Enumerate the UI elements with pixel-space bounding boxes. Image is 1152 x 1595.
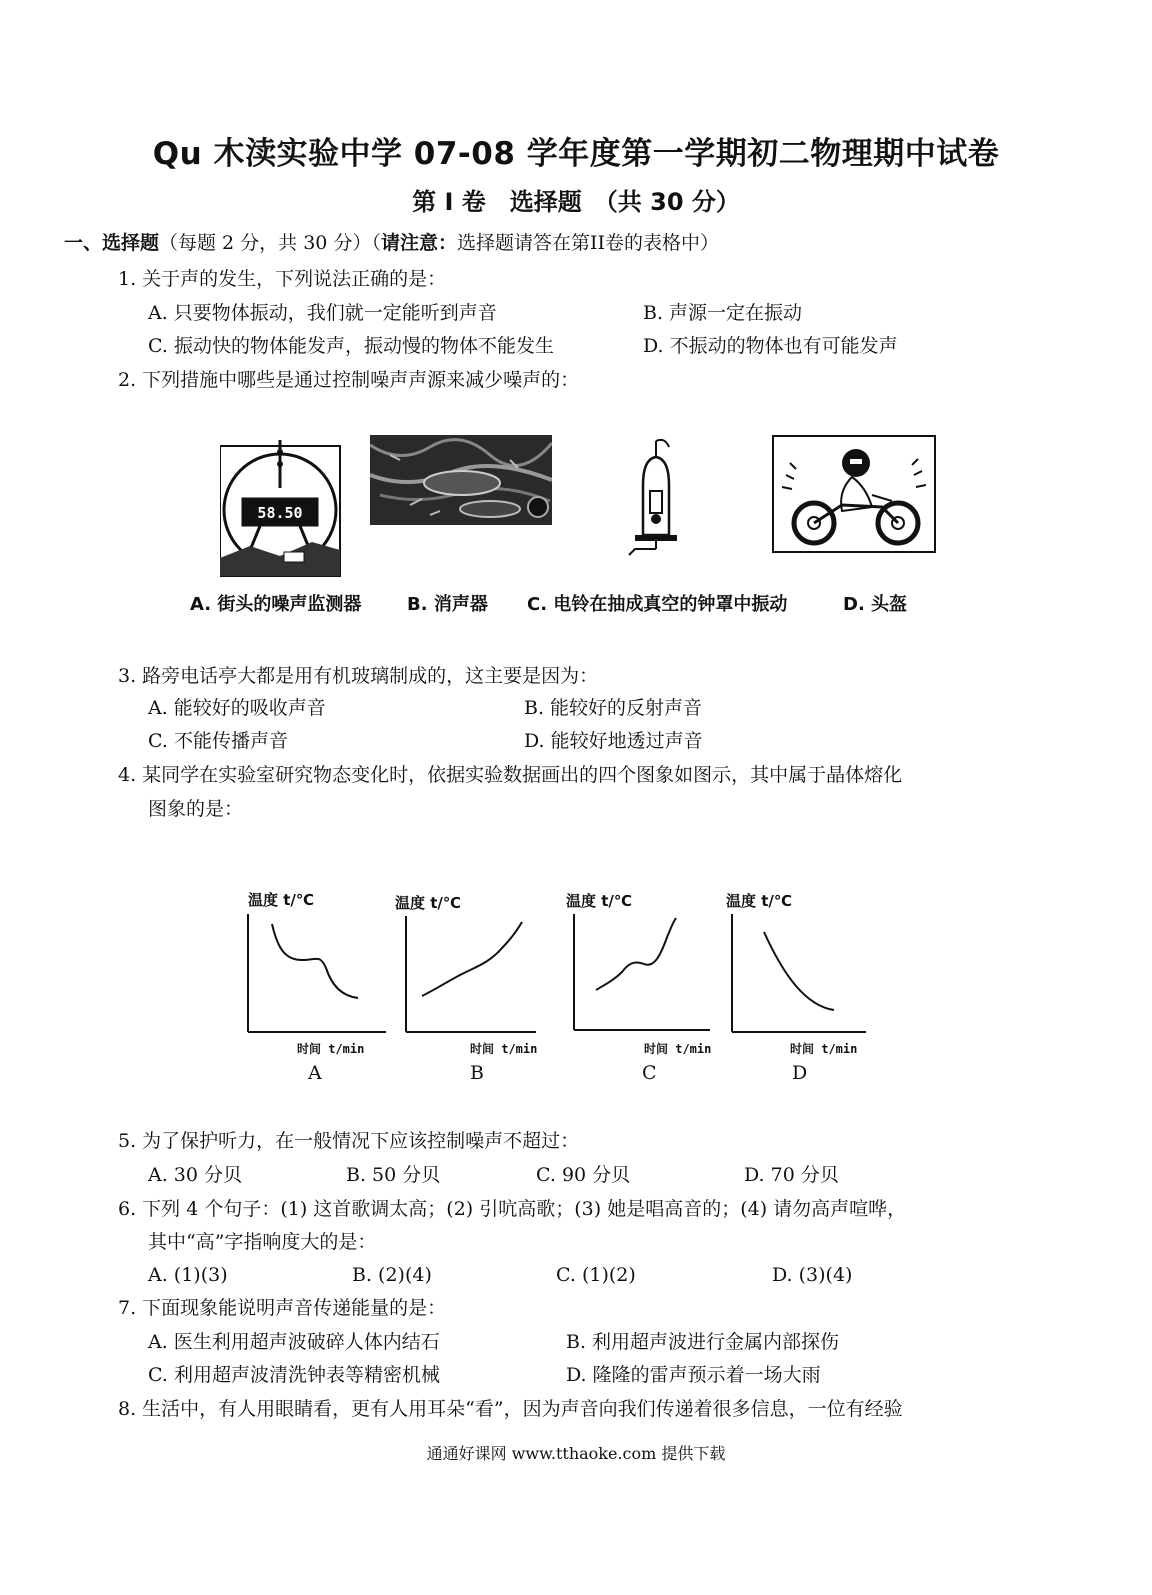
q3-option-c: C. 不能传播声音: [148, 730, 288, 752]
section-detail-b: 选择题请答在第II卷的表格中）: [456, 232, 719, 254]
q1-option-d: D. 不振动的物体也有可能发声: [643, 335, 898, 357]
graph-a-ylabel: 温度 t/℃: [248, 891, 315, 909]
q1-option-c: C. 振动快的物体能发声，振动慢的物体不能发生: [148, 335, 554, 357]
graph-c-curve: [596, 918, 676, 990]
page-footer: 通通好课网 www.tthaoke.com 提供下载: [426, 1444, 726, 1463]
graph-c-letter: C: [642, 1062, 657, 1084]
q4-stem-line2: 图象的是：: [148, 798, 244, 820]
graph-b-xlabel: 时间 t/min: [470, 1042, 538, 1056]
bell-jar-image: [625, 437, 687, 557]
graph-a-plot: [240, 910, 390, 1038]
q3-option-d: D. 能较好地透过声音: [524, 730, 703, 752]
q2-caption-b: B. 消声器: [407, 594, 488, 615]
noise-monitor-image: [220, 438, 342, 578]
graph-d-xlabel: 时间 t/min: [790, 1042, 858, 1056]
helmet-image: [772, 435, 936, 553]
q5-option-a: A. 30 分贝: [148, 1164, 243, 1186]
q1-option-a: A. 只要物体振动，我们就一定能听到声音: [148, 302, 497, 324]
q2-caption-c: C. 电铃在抽成真空的钟罩中振动: [527, 594, 788, 615]
q5-option-d: D. 70 分贝: [744, 1164, 839, 1186]
q5-option-b: B. 50 分贝: [346, 1164, 441, 1186]
section-detail-a: （每题 2 分，共 30 分）（: [159, 232, 381, 254]
q3-option-a: A. 能较好的吸收声音: [148, 697, 326, 719]
q1-stem: 1. 关于声的发生，下列说法正确的是：: [118, 268, 447, 290]
page-title: Qu 木渎实验中学 07-08 学年度第一学期初二物理期中试卷: [152, 136, 1000, 172]
graph-b-letter: B: [470, 1062, 484, 1084]
q6-option-b: B. (2)(4): [352, 1264, 432, 1286]
q6-option-c: C. (1)(2): [556, 1264, 636, 1286]
q8-stem: 8. 生活中，有人用眼睛看，更有人用耳朵“看”，因为声音向我们传递着很多信息，一位有经验: [118, 1398, 903, 1420]
q6-stem-line2: 其中“高”字指响度大的是：: [148, 1231, 377, 1253]
q5-option-c: C. 90 分贝: [536, 1164, 631, 1186]
q7-option-d: D. 隆隆的雷声预示着一场大雨: [566, 1364, 821, 1386]
q3-option-b: B. 能较好的反射声音: [524, 697, 703, 719]
q6-option-d: D. (3)(4): [772, 1264, 853, 1286]
q2-caption-a: A. 街头的噪声监测器: [190, 594, 362, 615]
graph-a-curve: [272, 924, 358, 998]
section-heading: [64, 230, 719, 256]
q5-stem: 5. 为了保护听力，在一般情况下应该控制噪声不超过：: [118, 1130, 580, 1152]
graph-c-ylabel: 温度 t/℃: [566, 892, 633, 910]
graph-c-xlabel: 时间 t/min: [644, 1042, 712, 1056]
q7-option-c: C. 利用超声波清洗钟表等精密机械: [148, 1364, 440, 1386]
q2-caption-d: D. 头盔: [843, 594, 908, 615]
graph-a-xlabel: 时间 t/min: [297, 1042, 365, 1056]
section-note-label: 请注意：: [380, 232, 457, 254]
q7-option-a: A. 医生利用超声波破碎人体内结石: [148, 1331, 440, 1353]
q1-option-b: B. 声源一定在振动: [643, 302, 803, 324]
graph-b-plot: [398, 912, 540, 1038]
graph-d-plot: [724, 910, 870, 1038]
q6-stem-line1: 6. 下列 4 个句子：(1) 这首歌调太高；(2) 引吭高歌；(3) 她是唱高音的；(4) 请勿高声喧哗，: [118, 1198, 907, 1220]
graph-b-ylabel: 温度 t/℃: [395, 894, 462, 912]
page-subtitle: 第 I 卷 选择题 （共 30 分）: [412, 188, 740, 216]
q7-stem: 7. 下面现象能说明声音传递能量的是：: [118, 1297, 447, 1319]
muffler-image: [370, 435, 552, 525]
graph-d-ylabel: 温度 t/℃: [726, 892, 793, 910]
graph-c-plot: [566, 910, 714, 1036]
q7-option-b: B. 利用超声波进行金属内部探伤: [566, 1331, 840, 1353]
graph-a-letter: A: [308, 1062, 322, 1084]
q3-stem: 3. 路旁电话亭大都是用有机玻璃制成的，这主要是因为：: [118, 665, 599, 687]
q6-option-a: A. (1)(3): [148, 1264, 228, 1286]
graph-d-letter: D: [792, 1062, 808, 1084]
graph-b-curve: [422, 922, 522, 996]
meter-reading: 58.50: [257, 504, 303, 522]
graph-d-curve: [764, 932, 834, 1010]
q2-stem: 2. 下列措施中哪些是通过控制噪声声源来减少噪声的：: [118, 369, 580, 391]
section-title: 一、选择题: [64, 232, 160, 254]
q4-stem-line1: 4. 某同学在实验室研究物态变化时，依据实验数据画出的四个图象如图示，其中属于晶体熔化: [118, 764, 903, 786]
